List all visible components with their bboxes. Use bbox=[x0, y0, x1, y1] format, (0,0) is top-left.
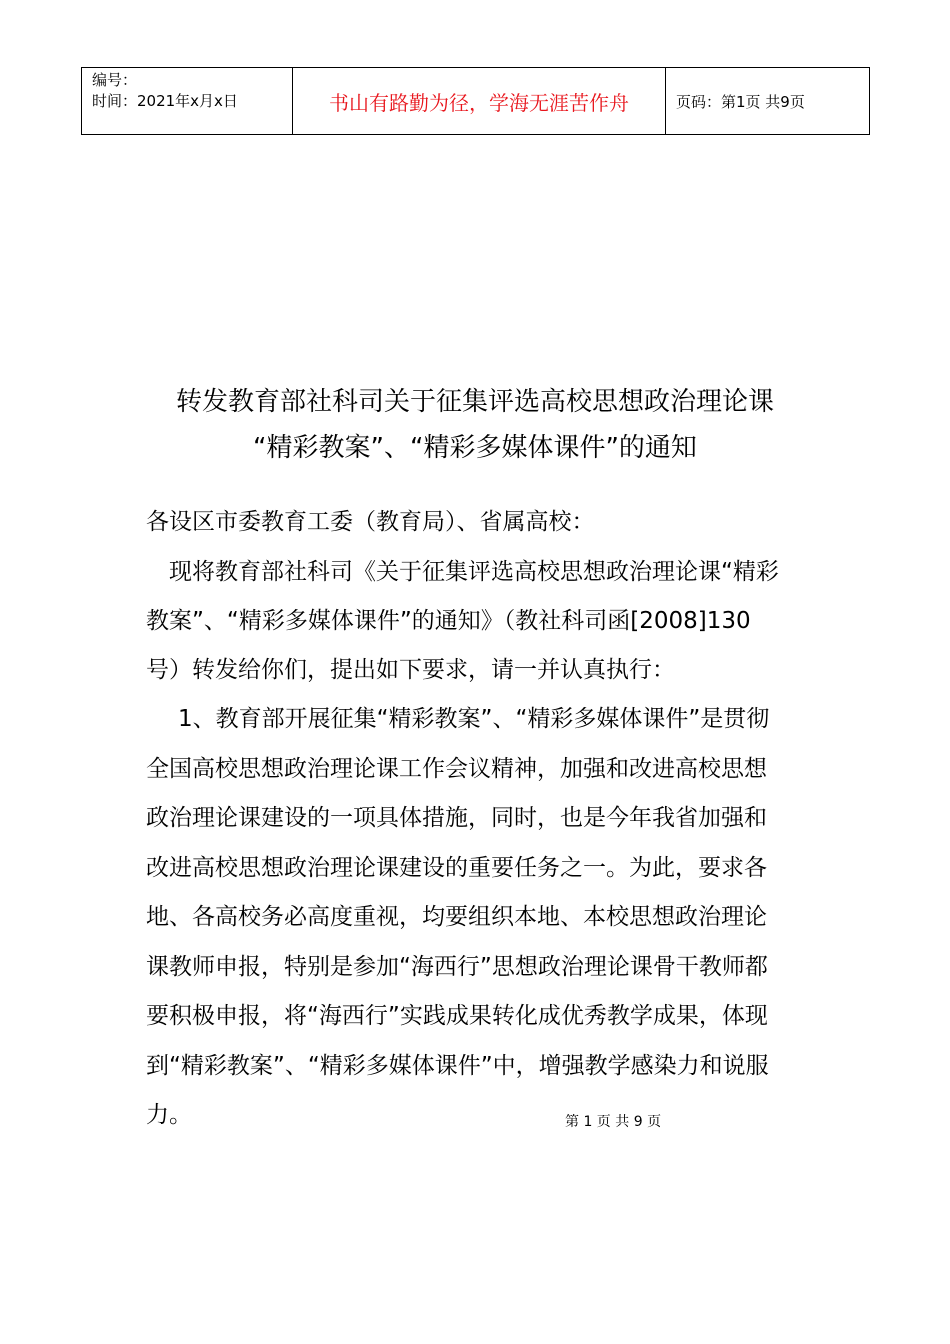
para2-line: 改进高校思想政治理论课建设的重要任务之一。为此，要求各 bbox=[146, 855, 767, 881]
number-label: 编号： bbox=[92, 71, 138, 89]
para2-line: 地、各高校务必高度重视，均要组织本地、本校思想政治理论 bbox=[146, 904, 767, 930]
para2-line: 政治理论课建设的一项具体措施，同时，也是今年我省加强和 bbox=[146, 805, 767, 831]
salutation: 各设区市委教育工委（教育局）、省属高校： bbox=[146, 509, 595, 535]
para2-line: 力。 bbox=[146, 1102, 192, 1128]
para2-line: 要积极申报，将“海西行”实践成果转化成优秀教学成果，体现 bbox=[146, 1003, 768, 1029]
para2-line: 全国高校思想政治理论课工作会议精神，加强和改进高校思想 bbox=[146, 756, 767, 782]
para2-line: 到“精彩教案”、“精彩多媒体课件”中，增强教学感染力和说服 bbox=[146, 1053, 769, 1079]
para2-line: 1、教育部开展征集“精彩教案”、“精彩多媒体课件”是贯彻 bbox=[178, 706, 770, 732]
page-info-cell bbox=[666, 68, 870, 135]
footer-page-number: 第 1 页 共 9 页 bbox=[565, 1114, 662, 1130]
header-meta-cell bbox=[82, 68, 293, 135]
page-info-text: 页码：第1页 共9页 bbox=[676, 92, 805, 111]
header-table bbox=[81, 67, 870, 135]
document-title-line-2: “精彩教案”、“精彩多媒体课件”的通知 bbox=[253, 433, 697, 463]
para2-line: 课教师申报，特别是参加“海西行”思想政治理论课骨干教师都 bbox=[146, 954, 768, 980]
motto-cell bbox=[293, 68, 666, 135]
motto-text: 书山有路勤为径，学海无涯苦作舟 bbox=[329, 90, 629, 115]
document-title-line-1: 转发教育部社科司关于征集评选高校思想政治理论课 bbox=[175, 387, 774, 417]
time-label: 时间：2021年x月x日 bbox=[92, 92, 238, 110]
para1-line: 号）转发给你们，提出如下要求，请一并认真执行： bbox=[146, 657, 675, 683]
para1-line: 教案”、“精彩多媒体课件”的通知》（教社科司函[2008]130 bbox=[146, 608, 751, 634]
para1-line: 现将教育部社科司《关于征集评选高校思想政治理论课“精彩 bbox=[169, 559, 779, 585]
